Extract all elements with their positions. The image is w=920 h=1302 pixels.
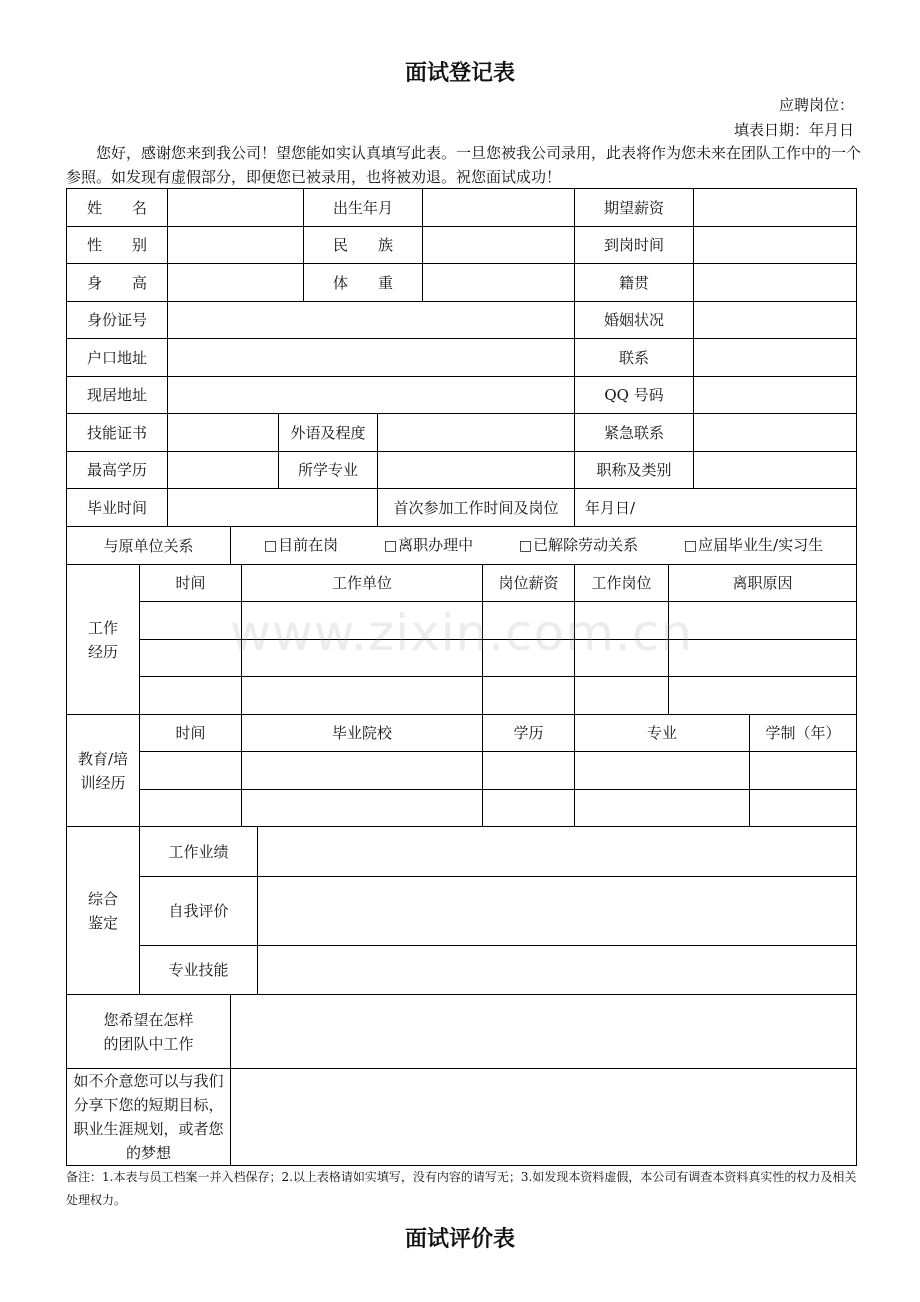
edu-header-major: 专业: [646, 724, 677, 742]
edu-label: 教育/培 训经历: [77, 749, 129, 792]
option-terminated[interactable]: □已解除劳动关系: [518, 536, 639, 554]
work-label: 工作 经历: [87, 618, 118, 661]
remarks: 备注：1.本表与员工档案一并入档保存；2.以上表格请如实填写，没有内容的请写无；3.如发现本资料虚假，本公司有调查本资料真实性的权力及相关处理权力。: [66, 1170, 857, 1207]
label-hukou: 户口地址: [86, 348, 147, 367]
label-gender: 性 别: [86, 236, 147, 254]
input-ethnic[interactable]: [423, 227, 574, 263]
input-title-category[interactable]: [694, 452, 856, 488]
goals-label: 如不介意您可以与我们分享下您的短期目标，职业生涯规划，或者您的梦想: [73, 1072, 224, 1162]
label-weight: 体 重: [332, 273, 393, 292]
input-contact[interactable]: [694, 339, 856, 376]
input-first-job[interactable]: 年月日/: [585, 498, 636, 517]
work-header-salary: 岗位薪资: [498, 574, 559, 592]
label-name: 姓 名: [86, 198, 147, 217]
input-weight[interactable]: [423, 264, 574, 301]
option-resigning[interactable]: □离职办理中: [383, 536, 474, 554]
input-address[interactable]: [168, 377, 574, 413]
edu-header-school: 毕业院校: [331, 724, 392, 742]
label-native: 籍贯: [618, 273, 649, 292]
label-contact: 联系: [618, 348, 649, 367]
checkbox-icon[interactable]: □: [683, 538, 698, 554]
label-height: 身 高: [86, 273, 147, 292]
checkbox-icon[interactable]: □: [518, 538, 533, 554]
input-qq[interactable]: [694, 377, 856, 413]
label-title-category: 职称及类别: [596, 461, 672, 479]
label-relation: 与原单位关系: [103, 536, 194, 555]
label-language: 外语及程度: [290, 423, 366, 442]
work-header-time: 时间: [175, 574, 206, 592]
checkbox-icon[interactable]: □: [263, 538, 278, 554]
checkbox-icon[interactable]: □: [383, 538, 398, 554]
date-label: 填表日期：年月日: [733, 121, 854, 139]
label-address: 现居地址: [86, 386, 147, 404]
form-title: 面试登记表: [404, 60, 515, 86]
option-graduate[interactable]: □应届毕业生/实习生: [683, 536, 824, 554]
edu-header-years: 学制（年）: [765, 724, 841, 742]
label-first-job: 首次参加工作时间及岗位: [393, 498, 559, 517]
label-qq: QQ 号码: [604, 386, 664, 404]
input-salary[interactable]: [694, 189, 856, 226]
review-label: 综合 鉴定: [87, 889, 118, 932]
position-label: 应聘岗位：: [778, 96, 854, 114]
input-language[interactable]: [378, 414, 574, 451]
input-cert[interactable]: [168, 414, 278, 451]
input-native[interactable]: [694, 264, 856, 301]
review-skills: 专业技能: [168, 961, 229, 979]
label-ethnic: 民 族: [332, 236, 393, 254]
label-cert: 技能证书: [86, 423, 147, 442]
input-birth[interactable]: [423, 189, 574, 226]
work-header-position: 工作岗位: [591, 574, 652, 592]
label-salary: 期望薪资: [603, 198, 664, 217]
evaluation-title: 面试评价表: [404, 1226, 515, 1252]
input-gender[interactable]: [168, 227, 303, 263]
label-id: 身份证号: [86, 311, 147, 329]
review-performance: 工作业绩: [168, 842, 229, 861]
label-birth: 出生年月: [332, 198, 393, 217]
input-education[interactable]: [168, 452, 278, 488]
work-header-company: 工作单位: [331, 574, 392, 592]
intro-text: 您好，感谢您来到我公司！望您能如实认真填写此表。一旦您被我公司录用，此表将作为您未来在团队工作中的一个参照。如发现有虚假部分，即便您已被录用，也将被劝退。祝您面试成功！: [66, 144, 862, 186]
input-height[interactable]: [168, 264, 303, 301]
watermark: www.zixin.com.cn: [230, 604, 694, 662]
team-label: 您希望在怎样 的团队中工作: [103, 1010, 194, 1053]
input-grad-time[interactable]: [168, 489, 377, 526]
label-arrival: 到岗时间: [603, 236, 664, 254]
team-input[interactable]: [231, 995, 856, 1068]
label-marital: 婚姻状况: [603, 311, 664, 329]
relation-options: [231, 527, 856, 564]
edu-header-degree: 学历: [513, 724, 544, 742]
input-id[interactable]: [168, 302, 574, 338]
input-name[interactable]: [168, 189, 303, 226]
label-education: 最高学历: [86, 461, 147, 479]
work-header-reason: 离职原因: [732, 574, 793, 592]
input-hukou[interactable]: [168, 339, 574, 376]
input-arrival[interactable]: [694, 227, 856, 263]
edu-header-time: 时间: [175, 724, 206, 742]
label-emergency: 紧急联系: [603, 423, 664, 442]
input-emergency[interactable]: [694, 414, 856, 451]
review-self-eval: 自我评价: [168, 902, 229, 920]
input-major[interactable]: [378, 452, 574, 488]
input-marital[interactable]: [694, 302, 856, 338]
label-major: 所学专业: [297, 461, 358, 479]
option-current[interactable]: □目前在岗: [263, 536, 339, 554]
label-grad-time: 毕业时间: [86, 498, 147, 517]
goals-input[interactable]: [231, 1069, 856, 1165]
